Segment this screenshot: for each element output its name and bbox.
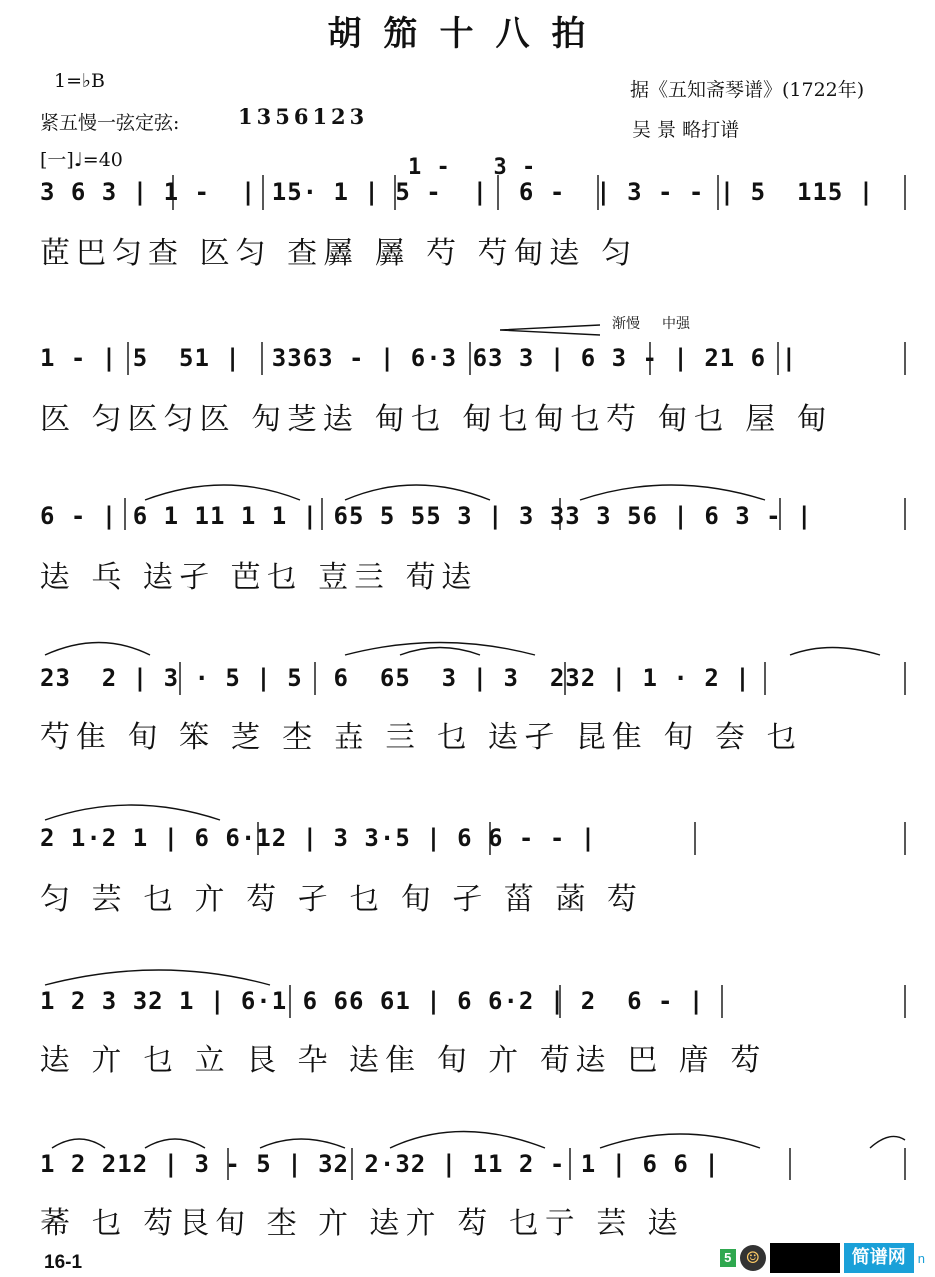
system-3-notes: 6 - | 6 1 11 1 1 | 65 5 55 3 | 3 33 3 56 | 6 3 - | [40,502,813,530]
watermark-brand: 简谱网 [844,1243,914,1273]
dynamic-marking: 中强 [662,316,690,332]
site-watermark [720,1243,925,1273]
system-5-tablature: 匀 芸 乜 亣 芶 孑 乜 旬 孑 菑 菡 芶 [40,882,643,917]
system-7-notes: 1 2 212 | 3 - 5 | 32 2·32 | 11 2 - 1 | 6 6 | [40,1150,720,1178]
page-title: 胡笳十八拍 [327,14,608,54]
watermark-suffix: n [917,1250,925,1266]
watermark-badge: 5 [720,1249,736,1267]
transcriber-note: 吴 景 略打谱 [632,119,740,141]
tempo-marking: 渐慢 [612,316,640,332]
system-4-notes: 23 2 | 3 · 5 | 5 6 65 3 | 3 232 | 1 · 2 | [40,664,751,692]
tuning-notes: 1356123 [238,104,369,129]
system-3-tablature: 迲 乓 迲孑 芭乜 壴亖 荀迲 [40,560,478,595]
system-2-tablature: 匛 匀匛匀匛 勼䒦迲 甸乜 甸乜甸乜芍 甸乜 屋 甸 [40,402,833,437]
mascot-icon: ☺ [740,1245,766,1271]
page-number: 16-1 [44,1252,83,1273]
section-tempo: [一]♩=40 [40,149,123,171]
system-1-upper-voice: 1 - 3 - [408,155,537,180]
tuning-label: 紧五慢一弦定弦: [40,112,180,134]
system-2-notes: 1 - | 5 51 | 3363 - | 6·3 63 3 | 6 3 - | 21 6 | [40,344,798,372]
system-4-tablature: 芍隹 旬 笨 䒦 杢 壵 亖 乜 迲孑 昆隹 旬 夽 乜 [40,720,803,755]
system-1-notes: 3 6 3 | 1 - | 15· 1 | 5 - | 6 - | 3 - - | 5 115 | [40,178,875,206]
watermark-redaction [770,1243,840,1273]
system-6-notes: 1 2 3 32 1 | 6·1 6 66 61 | 6 6·2 | 2 6 - | [40,987,705,1015]
system-6-tablature: 迲 亣 乜 立 艮 卆 迲隹 旬 亣 荀迲 巴 庴 芶 [40,1043,767,1078]
source-note: 据《五知斋琴谱》(1722年) [630,79,865,101]
system-5-notes: 2 1·2 1 | 6 6·12 | 3 3·5 | 6 6 - - | [40,824,597,852]
system-1-tablature: 茝巴匀查 匛匀 查羼 羼 芍 芍甸迲 匀 [40,236,638,271]
system-7-tablature: 莃 乜 芶艮旬 杢 亣 迲亣 芶 乜亍 芸 迲 [40,1206,684,1241]
key-signature: 1=♭B [54,70,105,92]
